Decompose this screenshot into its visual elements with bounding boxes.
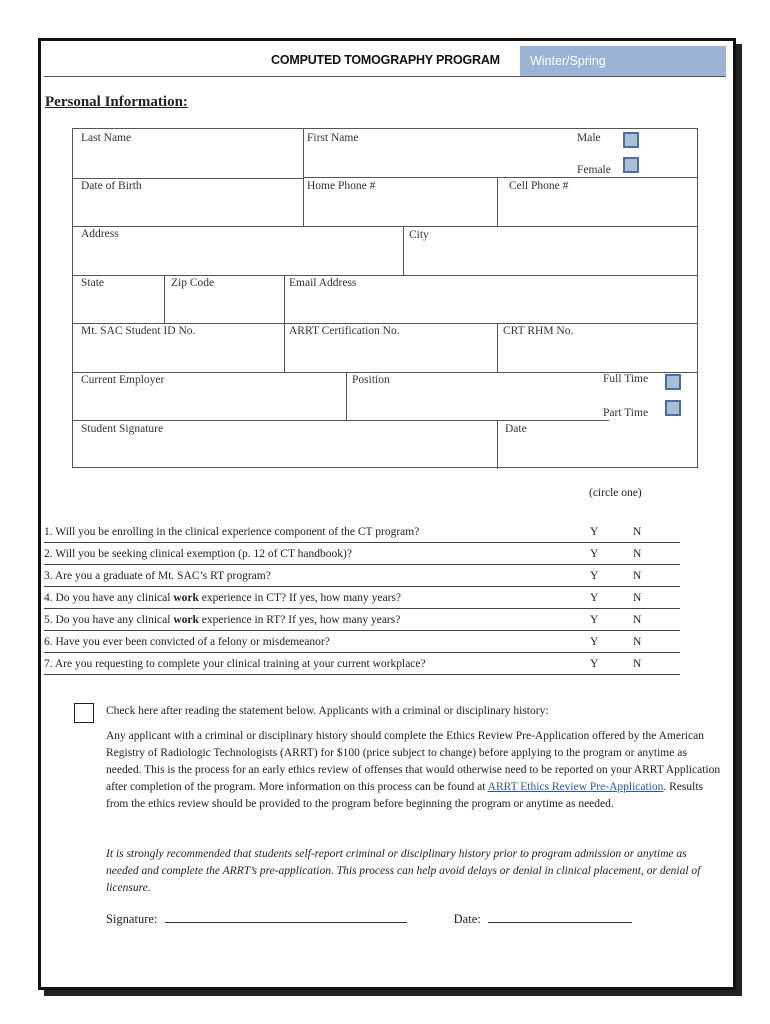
answer-yes[interactable]: Y <box>590 658 599 670</box>
answer-yes[interactable]: Y <box>590 526 599 538</box>
question-number: 2. <box>44 548 53 560</box>
program-title: COMPUTED TOMOGRAPHY PROGRAM <box>271 53 500 67</box>
term-badge: Winter/Spring <box>520 46 726 76</box>
date-label: Date: <box>453 912 481 926</box>
question-row <box>44 570 680 587</box>
signature-line[interactable] <box>165 910 407 923</box>
answer-no[interactable]: N <box>633 614 642 626</box>
question-emphasis: work <box>173 614 199 626</box>
section-title: Personal Information: <box>45 94 188 110</box>
male-checkbox[interactable] <box>623 132 639 148</box>
question-pre: Do you have any clinical <box>55 592 174 604</box>
question-post: experience in RT? If yes, how many years? <box>198 614 401 626</box>
full-time-label: Full Time <box>603 373 649 385</box>
female-checkbox[interactable] <box>623 157 639 173</box>
date-line[interactable] <box>488 910 632 923</box>
male-label: Male <box>577 132 601 144</box>
question-number: 5. <box>44 614 53 626</box>
header-bar <box>44 46 726 77</box>
question-text <box>44 658 426 670</box>
date-field[interactable]: Date <box>505 423 527 435</box>
position-field[interactable]: Position <box>352 374 390 386</box>
answer-yes[interactable]: Y <box>590 636 599 648</box>
question-row <box>44 636 680 653</box>
question-row <box>44 548 680 565</box>
question-text <box>44 636 330 648</box>
question-post: experience in CT? If yes, how many years? <box>198 592 402 604</box>
arrt-ethics-link[interactable]: ARRT Ethics Review Pre-Application <box>487 781 664 793</box>
question-pre: Will you be seeking clinical exemption (p. 12 of CT handbook)? <box>55 548 352 560</box>
signature-field[interactable]: Student Signature <box>81 423 164 435</box>
email-field[interactable]: Email Address <box>289 277 357 289</box>
question-text <box>44 548 352 560</box>
part-time-label: Part Time <box>603 407 649 419</box>
question-text <box>44 592 401 604</box>
state-field[interactable]: State <box>81 277 104 289</box>
zip-field[interactable]: Zip Code <box>171 277 215 289</box>
answer-no[interactable]: N <box>633 636 642 648</box>
cell-phone-field[interactable]: Cell Phone # <box>509 180 569 192</box>
question-text <box>44 614 400 626</box>
question-number: 7. <box>44 658 53 670</box>
question-number: 4. <box>44 592 53 604</box>
address-field[interactable]: Address <box>81 228 119 240</box>
question-number: 3. <box>44 570 53 582</box>
ethics-text-b: . Results from the ethics review should be provided to the program before beginning the program or anytime as needed. <box>106 781 703 810</box>
signature-label: Signature: <box>106 912 158 926</box>
employer-field[interactable]: Current Employer <box>81 374 165 386</box>
answer-no[interactable]: N <box>633 658 642 670</box>
question-number: 1. <box>44 526 53 538</box>
statement-checkbox[interactable] <box>74 703 94 723</box>
question-row <box>44 592 680 609</box>
answer-yes[interactable]: Y <box>590 614 599 626</box>
question-pre: Will you be enrolling in the clinical experience component of the CT program? <box>55 526 420 538</box>
personal-info-table <box>72 128 698 468</box>
question-text <box>44 526 419 538</box>
answer-no[interactable]: N <box>633 526 642 538</box>
recommendation-paragraph: It is strongly recommended that students self-report criminal or disciplinary history prior to program admission or anytime as needed and complete the ARRT’s pre-application. This process can help avoid delays or denial in clinical placement, or denial of licensure. <box>106 848 701 894</box>
question-pre: Do you have any clinical <box>55 614 174 626</box>
ethics-text-a: Any applicant with a criminal or disciplinary history should complete the Ethics Review Pre-Application offered by the American Registry of Radiologic Technologists (ARRT) for $100 (price subject to change) before applying to the program or anytime as needed. This is the process for an early ethics review of offenses that would otherwise need to be reported on your ARRT Application after completion of the program. More information on this process can be found at <box>106 730 721 793</box>
question-emphasis: work <box>173 592 199 604</box>
crt-rhm-field[interactable]: CRT RHM No. <box>503 325 574 337</box>
circle-one-note: (circle one) <box>589 487 642 499</box>
answer-yes[interactable]: Y <box>590 570 599 582</box>
question-row <box>44 526 680 543</box>
dob-field[interactable]: Date of Birth <box>81 180 142 192</box>
answer-yes[interactable]: Y <box>590 548 599 560</box>
answer-yes[interactable]: Y <box>590 592 599 604</box>
signature-row <box>106 910 632 927</box>
question-pre: Have you ever been convicted of a felony or misdemeanor? <box>55 636 330 648</box>
question-pre: Are you a graduate of Mt. SAC’s RT program? <box>54 570 271 582</box>
question-number: 6. <box>44 636 53 648</box>
answer-no[interactable]: N <box>633 570 642 582</box>
question-row <box>44 658 680 675</box>
part-time-checkbox[interactable] <box>665 400 681 416</box>
question-pre: Are you requesting to complete your clinical training at your current workplace? <box>54 658 426 670</box>
last-name-field[interactable]: Last Name <box>81 132 132 144</box>
question-row <box>44 614 680 631</box>
answer-no[interactable]: N <box>633 548 642 560</box>
question-text <box>44 570 271 582</box>
first-name-field[interactable]: First Name <box>307 132 359 144</box>
answer-no[interactable]: N <box>633 592 642 604</box>
student-id-field[interactable]: Mt. SAC Student ID No. <box>81 325 196 337</box>
full-time-checkbox[interactable] <box>665 374 681 390</box>
arrt-cert-field[interactable]: ARRT Certification No. <box>289 325 400 337</box>
check-instruction: Check here after reading the statement below. Applicants with a criminal or disciplinary history: <box>106 705 549 717</box>
city-field[interactable]: City <box>409 229 429 241</box>
ethics-paragraph <box>106 728 721 813</box>
female-label: Female <box>577 164 611 176</box>
home-phone-field[interactable]: Home Phone # <box>307 180 376 192</box>
